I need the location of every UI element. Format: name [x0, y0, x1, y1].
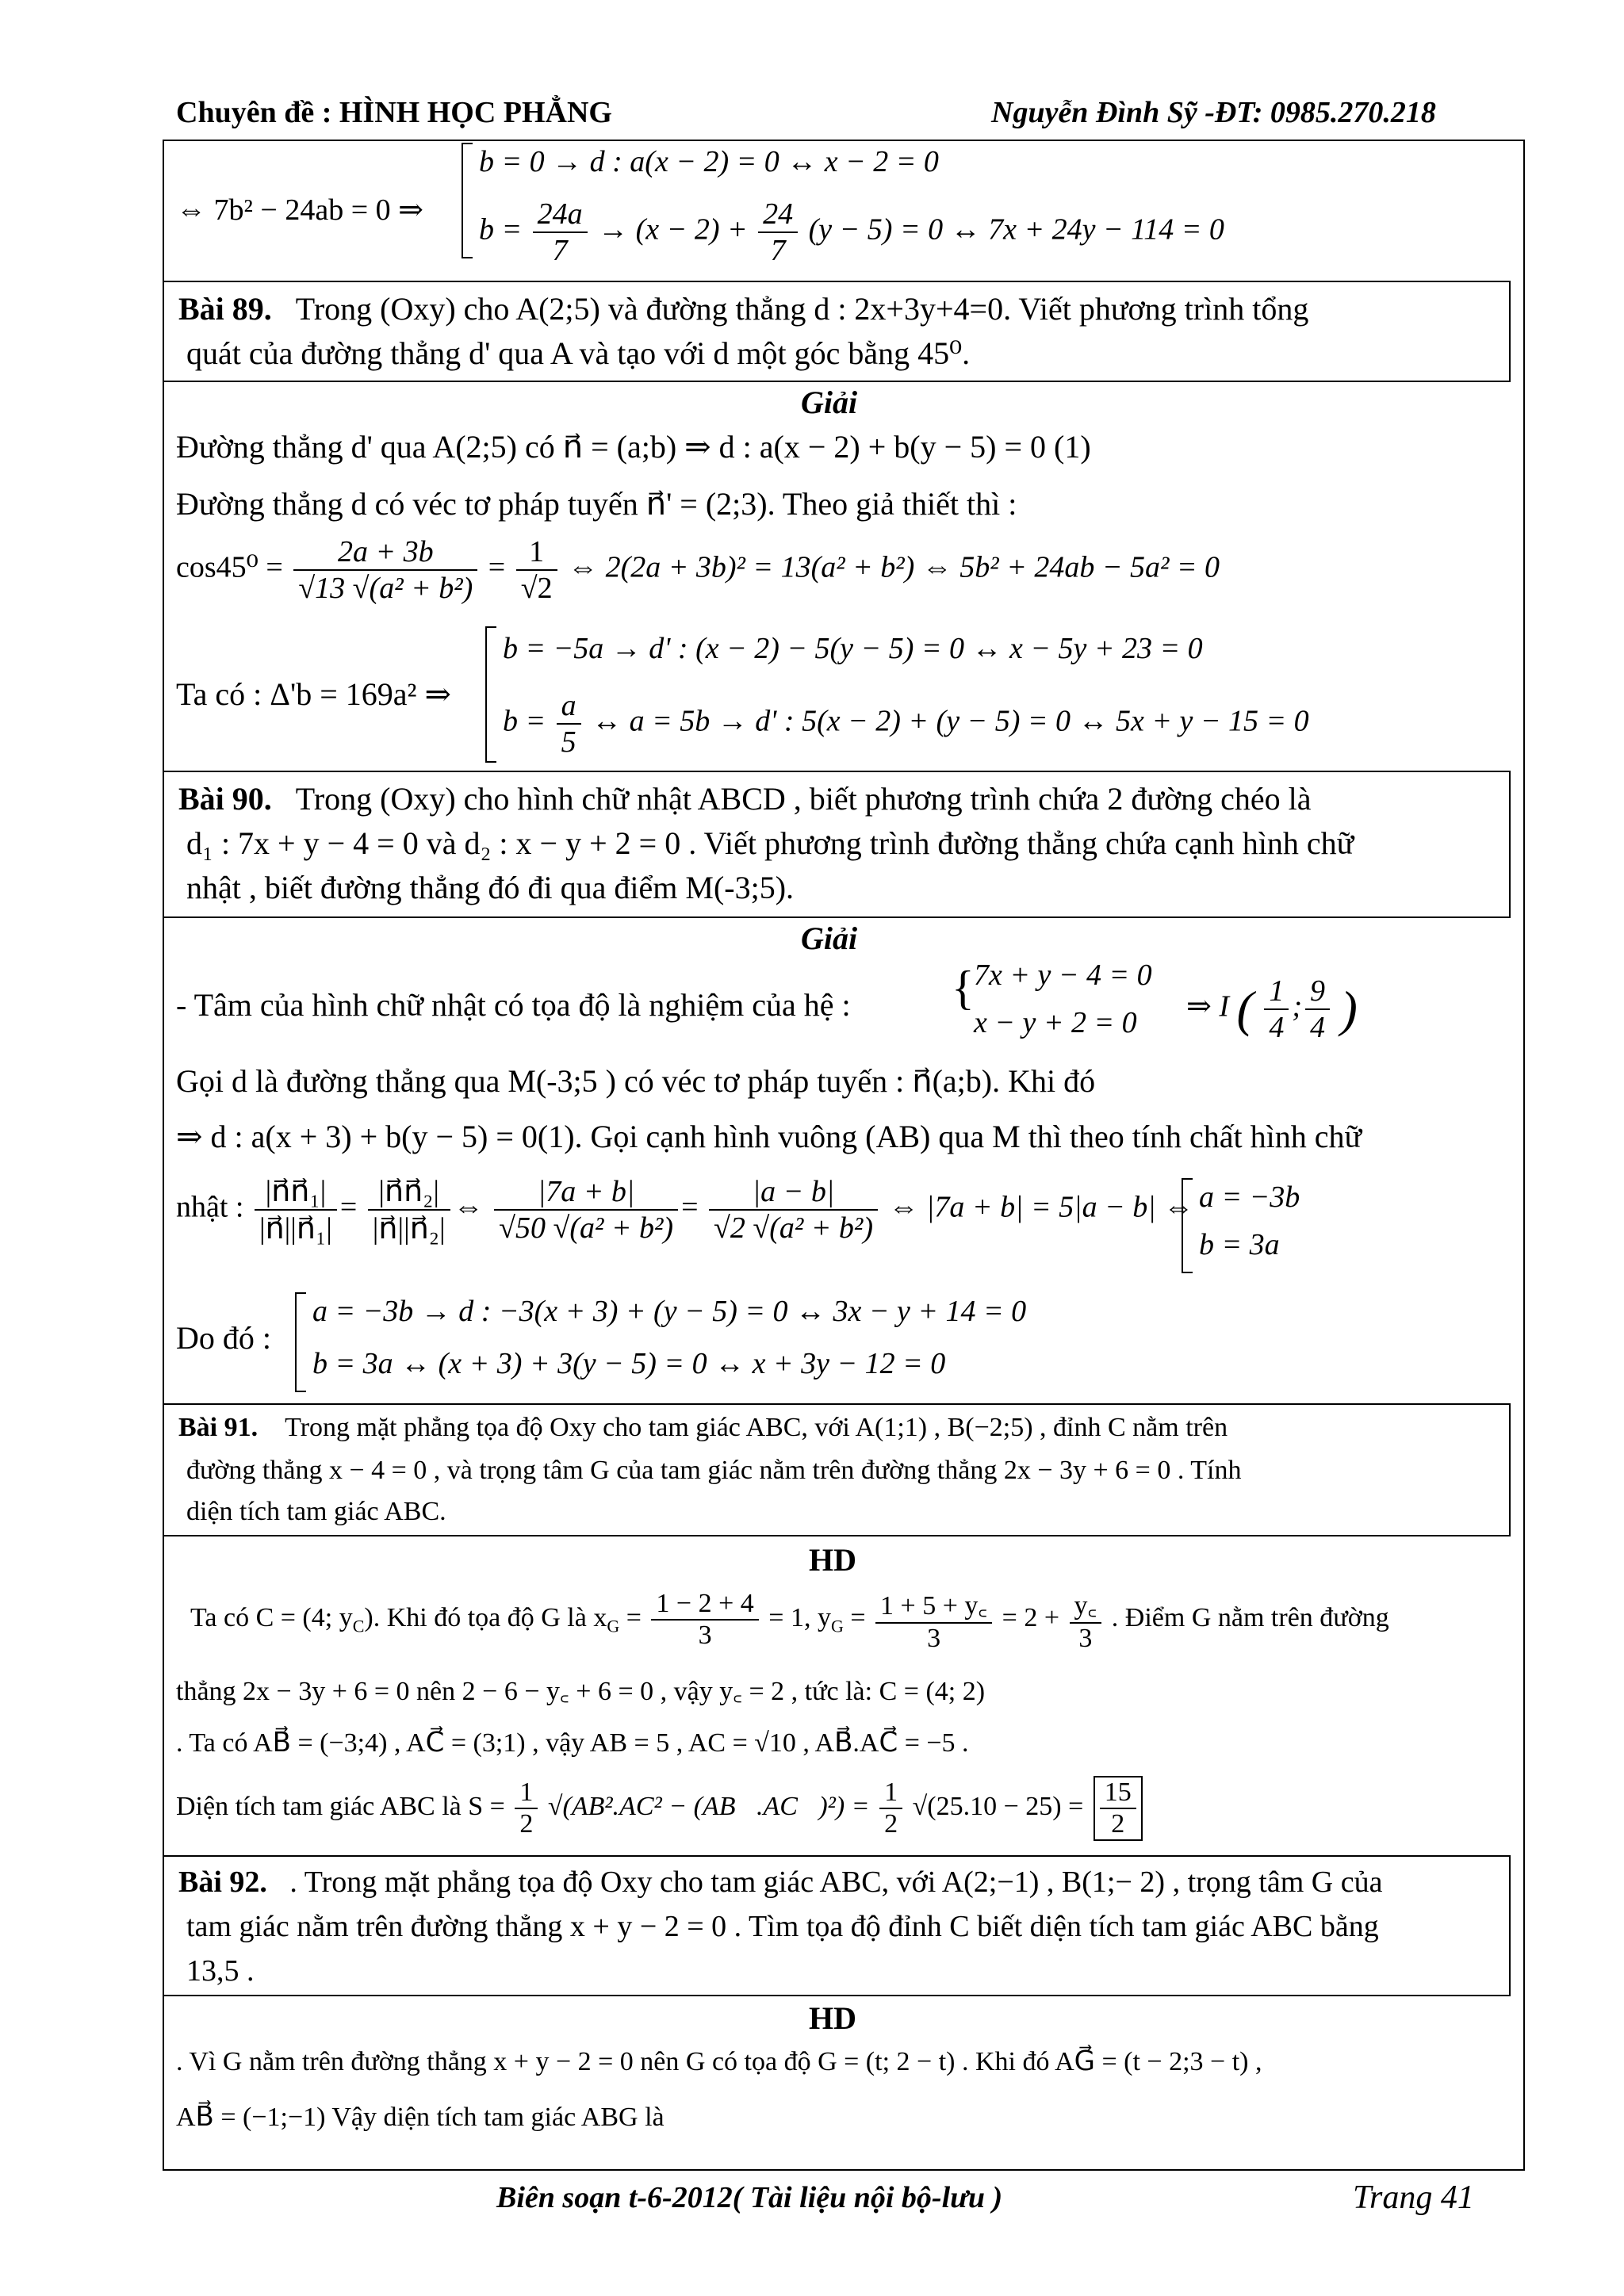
problem-90-solution-title: Giải [801, 920, 858, 956]
p91-s4-rn: 15 [1100, 1777, 1136, 1809]
p90-s4-f1d: |n⃗||n⃗₁| [259, 1212, 332, 1246]
problem-91-line3: diện tích tam giác ABC. [186, 1497, 446, 1526]
p90-s4-case2: b = 3a [1199, 1228, 1280, 1261]
problem-92-line1 [178, 1865, 1382, 1900]
p90-s3: ⇒ d : a(x + 3) + b(y − 5) = 0(1). Gọi cạnh hình vuông (AB) qua M thì theo tính chất hình chữ [176, 1119, 1362, 1154]
problem-91-label: Bài 91. [178, 1413, 259, 1442]
p91-s1-frac2 [875, 1586, 992, 1654]
problem-89-solution-title: Giải [801, 385, 858, 420]
problem-91-text1: Trong mặt phẳng tọa độ Oxy cho tam giác ABC, với A(1;1) , B(−2;5) , đỉnh C nằm trên [285, 1413, 1228, 1442]
p89-s1: Đường thẳng d' qua A(2;5) có n⃗ = (a;b) ⇒ d : a(x − 2) + b(y − 5) = 0 (1) [176, 429, 1091, 465]
top-frac1 [533, 197, 588, 268]
p90-s4-frac1 [255, 1173, 337, 1246]
problem-89-line2: quát của đường thẳng d' qua A và tạo với d một góc bằng 45⁰. [186, 335, 971, 371]
p90-s4-f1n: |n⃗n⃗₁| [255, 1173, 337, 1211]
p91-s1-num: 1 − 2 + 4 [651, 1589, 758, 1621]
p89-s3-num: 2a + 3b [293, 534, 477, 571]
p90-center-y [1305, 974, 1330, 1045]
problem-89-box [163, 281, 1511, 382]
p91-s4-mid: √(AB².AC² − (AB⃗.AC⃗)²) = [547, 1791, 870, 1821]
p89-s4-case2 [503, 688, 1309, 760]
p90-center: ⇒ I ( $\frac{1}{4}$ ; $\frac{9}{4}$ ) [1186, 974, 1358, 1044]
p90-center-x [1264, 974, 1289, 1045]
p89-s3-frac1 [293, 534, 477, 606]
p91-s4-rd: 2 [1111, 1809, 1125, 1839]
p90-center-yd: 4 [1309, 1011, 1325, 1044]
p91-s1-num2: 1 + 5 + y꜀ [875, 1586, 992, 1624]
p90-s4-f2d: |n⃗||n⃗₂| [372, 1212, 446, 1246]
p89-s2: Đường thẳng d có véc tơ pháp tuyến n⃗' = (2;3). Theo giả thiết thì : [176, 486, 1017, 522]
problem-91-line1 [178, 1413, 1228, 1443]
header-title: Chuyên đề : HÌNH HỌC PHẲNG [176, 96, 612, 129]
p91-s4-n2: 1 [879, 1777, 902, 1809]
top-frac2 [758, 197, 798, 268]
p89-s3 [176, 534, 1220, 606]
p90-s4-frac3 [494, 1174, 678, 1246]
problem-90-line2: d₁ : 7x + y − 4 = 0 và d₂ : x − y + 2 = 0 . Viết phương trình đường thẳng chứa cạnh hình chữ [186, 825, 1354, 861]
top-lead: ⇔ 7b² − 24ab = 0 ⇒ [176, 193, 423, 227]
p90-s4: nhật : $\frac{\text{|n⃗n⃗₁|}}{\text{|n⃗||n⃗₁|}}$ = $\frac{\text{|n⃗n⃗₂|}}{\text{|n⃗||n⃗₂|}}$ ⇔ $\frac{|7a + b|}{\text{√50 √(a² + b²)}}$ = $\frac{|a - b|}{\text{√2 √(a² + b²)}}$ ⇔ |7a + b| = 5|a − b| ⇔ [176, 1175, 1194, 1246]
p91-s4-result [1094, 1776, 1143, 1841]
problem-89-line1 [178, 290, 1308, 327]
p90-s5-lead: Do đó : [176, 1320, 271, 1356]
p90-s4-f3d: √50 √(a² + b²) [499, 1211, 674, 1245]
p91-s4-pre: Diện tích tam giác ABC là S = [176, 1791, 505, 1821]
problem-92-label: Bài 92. [178, 1866, 267, 1899]
p91-s2: thẳng 2x − 3y + 6 = 0 nên 2 − 6 − y꜀ + 6 = 0 , vậy y꜀ = 2 , tức là: C = (4; 2) [176, 1677, 986, 1706]
top-case2-mid: → (x − 2) + [598, 212, 748, 247]
top-frac2-num: 24 [758, 197, 798, 233]
p91-s1-den: 3 [698, 1621, 712, 1650]
problem-90-text1: Trong (Oxy) cho hình chữ nhật ABCD , biết phương trình chứa 2 đường chéo là [295, 781, 1312, 817]
p90-center-xd: 4 [1269, 1011, 1285, 1044]
problem-90-box [163, 771, 1511, 918]
problem-90-label: Bài 90. [178, 781, 272, 817]
p89-s3-pre: cos45⁰ = [176, 550, 283, 584]
top-frac1-num: 24a [533, 197, 588, 233]
p90-s4-frac2 [368, 1173, 450, 1246]
p90-s5-case2: b = 3a ↔ (x + 3) + 3(y − 5) = 0 ↔ x + 3y − 12 = 0 [312, 1347, 946, 1380]
top-case2-post: (y − 5) = 0 ↔ 7x + 24y − 114 = 0 [808, 212, 1224, 247]
top-frac2-den: 7 [770, 234, 786, 267]
p91-s1-frac1 [651, 1589, 758, 1651]
p90-center-xn: 1 [1264, 974, 1289, 1010]
problem-91-hd-title: HD [809, 1542, 856, 1578]
p89-s4-frac [557, 688, 581, 760]
p90-s2: Gọi d là đường thẳng qua M(-3;5 ) có véc tơ pháp tuyến : n⃗(a;b). Khi đó [176, 1063, 1096, 1099]
p90-sys2: x − y + 2 = 0 [974, 1006, 1137, 1039]
p91-s3: . Ta có AB⃗ = (−3;4) , AC⃗ = (3;1) , vậy AB = 5 , AC = √10 , AB⃗.AC⃗ = −5 . [176, 1728, 969, 1758]
page-number: Trang 41 [1353, 2179, 1474, 2216]
p90-s4-f3n: |7a + b| [494, 1174, 678, 1211]
p90-center-sep: ; [1292, 989, 1302, 1024]
p89-s3-num2: 1 [516, 534, 557, 571]
p90-s4-mid: ⇔ |7a + b| = 5|a − b| ⇔ [888, 1190, 1194, 1224]
p89-bracket [485, 626, 496, 763]
p91-s4-d2: 2 [884, 1809, 898, 1839]
top-case2-pre: b = [479, 212, 523, 247]
p91-s4-frac2 [879, 1777, 902, 1839]
p90-sys1: 7x + y − 4 = 0 [974, 959, 1152, 992]
problem-92-box [163, 1855, 1511, 1996]
p89-s4-lead: Ta có : Δ'b = 169a² ⇒ [176, 676, 452, 712]
problem-90-line1 [178, 780, 1312, 817]
p90-s4-frac4 [709, 1174, 878, 1246]
p91-s1-pre2: ). Khi đó tọa độ G là x [364, 1602, 607, 1632]
p91-s4-mid2: √(25.10 − 25) = [912, 1791, 1084, 1821]
problem-92-text1: . Trong mặt phẳng tọa độ Oxy cho tam giác ABC, với A(2;−1) , B(1;− 2) , trọng tâm G của [289, 1866, 1383, 1899]
p90-center-yn: 9 [1305, 974, 1330, 1010]
p91-s1-den2: 3 [927, 1624, 941, 1653]
p90-center-res: ⇒ I [1186, 989, 1229, 1024]
problem-92-hd-title: HD [809, 2000, 856, 2036]
p89-s4-case1: b = −5a → d' : (x − 2) − 5(y − 5) = 0 ↔ x − 5y + 23 = 0 [503, 632, 1203, 665]
footer-text: Biên soạn t-6-2012( Tài liệu nội bộ-lưu ) [496, 2181, 1003, 2214]
p91-s1-mid: = 1, y [768, 1602, 831, 1632]
p91-s1-post: . Điểm G nằm trên đường [1111, 1602, 1389, 1632]
p91-s1-den3: 3 [1078, 1624, 1093, 1653]
p90-s5-case1: a = −3b → d : −3(x + 3) + (y − 5) = 0 ↔ 3x − y + 14 = 0 [312, 1295, 1027, 1328]
p91-s1-pre: Ta có C = (4; y [190, 1602, 353, 1632]
p90-s4-f4d: √2 √(a² + b²) [714, 1211, 873, 1245]
p90-s4-case1: a = −3b [1199, 1181, 1300, 1214]
problem-91-box [163, 1403, 1511, 1536]
p89-s3-den2: √2 [520, 572, 553, 605]
top-case2 [479, 197, 1224, 268]
p90-brace: { [952, 962, 975, 1014]
p89-s3-post: ⇔ 2(2a + 3b)² = 13(a² + b²) ⇔ 5b² + 24ab − 5a² = 0 [568, 550, 1220, 584]
p91-s4-n: 1 [515, 1777, 538, 1809]
p90-s4-pre: nhật : [176, 1190, 244, 1224]
p91-s4-d: 2 [519, 1809, 534, 1839]
p89-s4-c2-pre: b = [503, 704, 546, 738]
header-author: Nguyễn Đình Sỹ -ĐT: 0985.270.218 [991, 96, 1436, 129]
problem-89-text1: Trong (Oxy) cho A(2;5) và đường thẳng d : 2x+3y+4=0. Viết phương trình tổng [295, 291, 1309, 327]
p89-s3-den: √13 √(a² + b²) [298, 572, 473, 605]
p89-s4-c2-post: ↔ a = 5b → d' : 5(x − 2) + (y − 5) = 0 ↔ 5x + y − 15 = 0 [592, 704, 1309, 738]
p90-s1-pre: - Tâm của hình chữ nhật có tọa độ là nghiệm của hệ : [176, 987, 851, 1023]
problem-91-line2: đường thẳng x − 4 = 0 , và trọng tâm G của tam giác nằm trên đường thẳng 2x − 3y + 6 = 0 . Tính [186, 1456, 1242, 1485]
problem-92-line2: tam giác nằm trên đường thẳng x + y − 2 = 0 . Tìm tọa độ đỉnh C biết diện tích tam giác ABC bằng [186, 1910, 1379, 1943]
p89-s4-frac-num: a [557, 688, 581, 725]
problem-92-line3: 13,5 . [186, 1954, 255, 1988]
p91-s1-num3: y꜀ [1070, 1586, 1102, 1624]
p89-s4-frac-den: 5 [561, 725, 576, 759]
p89-s3-eq: = [488, 550, 506, 584]
top-bracket [462, 143, 473, 258]
p91-s4-frac1 [515, 1777, 538, 1839]
p89-s3-frac2 [516, 534, 557, 606]
p90-s4-f4n: |a − b| [709, 1174, 878, 1211]
problem-89-label: Bài 89. [178, 291, 272, 327]
p91-s1-mid2: = 2 + [1002, 1602, 1060, 1632]
p91-s1-frac3 [1070, 1586, 1102, 1654]
problem-90-line3: nhật , biết đường thẳng đó đi qua điểm M(-3;5). [186, 870, 795, 905]
p91-s4 [176, 1776, 1146, 1841]
p90-s5-bracket [295, 1292, 306, 1392]
top-frac1-den: 7 [552, 234, 568, 267]
p92-s1: . Vì G nằm trên đường thẳng x + y − 2 = 0 nên G có tọa độ G = (t; 2 − t) . Khi đó AG⃗ = (t − 2;3 − t) , [176, 2047, 1262, 2076]
p90-s4-f2n: |n⃗n⃗₂| [368, 1173, 450, 1211]
top-case1: b = 0 → d : a(x − 2) = 0 ↔ x − 2 = 0 [479, 145, 939, 178]
p91-s1: Ta có C = (4; $y_C$). Khi đó tọa độ G là $x_G$ = $\frac{1 - 2 + 4}{3}$ = 1, $y_G$ = $\frac{1 + 5 + y꜀}{3}$ = 2 + $\frac{y꜀}{3}$ . Điểm G nằm trên đường [190, 1586, 1389, 1654]
p90-s4-bracket [1182, 1178, 1193, 1273]
p92-s2: AB⃗ = (−1;−1) Vậy diện tích tam giác ABG là [176, 2103, 665, 2132]
